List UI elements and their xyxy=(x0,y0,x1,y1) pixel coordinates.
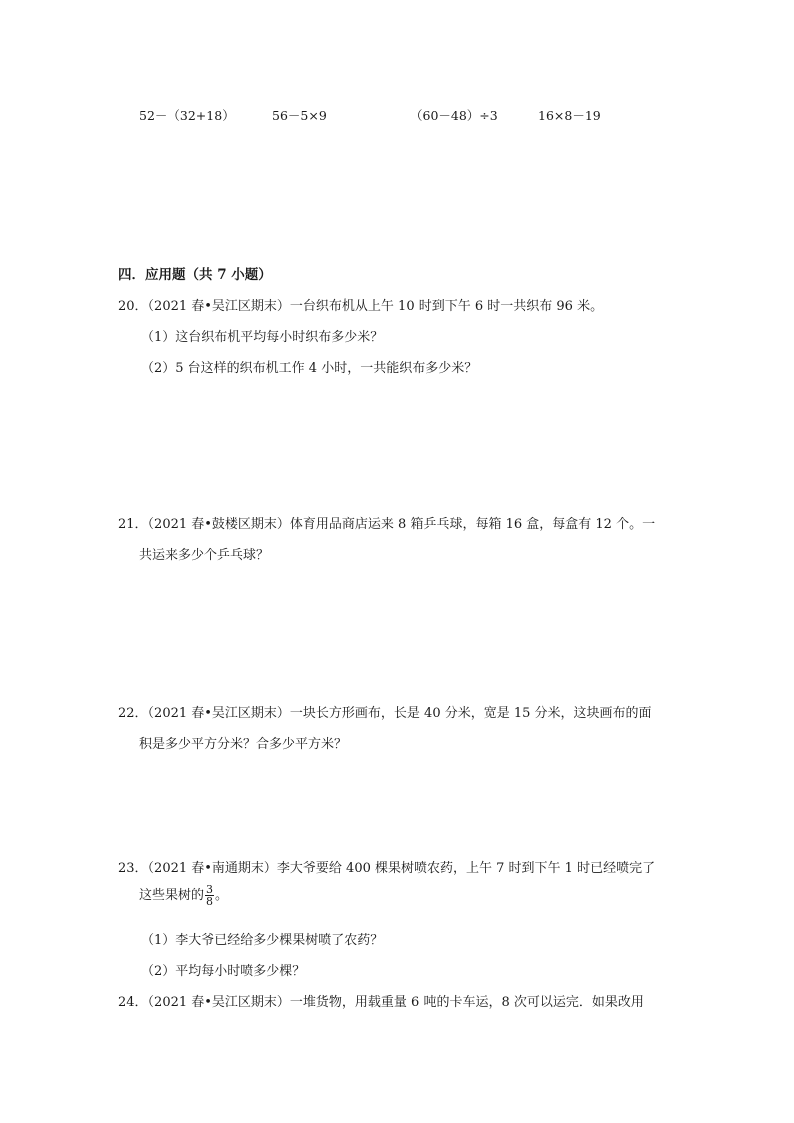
question-20-sub2: （2）5 台这样的织布机工作 4 小时，一共能织布多少米？ xyxy=(141,361,478,376)
expression-1: 52－（32+18） xyxy=(139,108,235,123)
question-23-line2-prefix: 这些果树的 xyxy=(139,888,205,903)
question-24-line1: 24．（2021 春•吴江区期末）一堆货物，用载重量 6 吨的卡车运，8 次可以运完．如果改用 xyxy=(118,995,644,1010)
fraction-numerator: 3 xyxy=(206,883,214,896)
fraction-denominator: 8 xyxy=(206,895,214,908)
section-title: 四．应用题（共 7 小题） xyxy=(118,267,272,283)
question-20-stem: 20．（2021 春•吴江区期末）一台织布机从上午 10 时到下午 6 时一共织布 96 米。 xyxy=(118,299,604,314)
question-22-line2: 积是多少平方分米？合多少平方米？ xyxy=(139,737,348,752)
expression-4: 16×8－19 xyxy=(538,108,601,123)
question-23-sub2: （2）平均每小时喷多少棵？ xyxy=(141,964,306,979)
question-23-sub1: （1）李大爷已经给多少棵果树喷了农药？ xyxy=(141,933,384,948)
expression-2: 56－5×9 xyxy=(272,108,327,123)
question-22-line1: 22．（2021 春•吴江区期末）一块长方形画布，长是 40 分米，宽是 15 分米，这块画布的面 xyxy=(118,706,652,721)
question-23-line2-suffix: 。 xyxy=(215,888,229,903)
expression-3: （60－48）÷3 xyxy=(410,108,498,123)
question-21-line2: 共运来多少个乒乓球？ xyxy=(139,548,270,563)
question-20-sub1: （1）这台织布机平均每小时织布多少米？ xyxy=(141,330,384,345)
question-23-line2 xyxy=(139,884,228,907)
question-23-line1: 23．（2021 春•南通期末）李大爷要给 400 棵果树喷农药，上午 7 时到下午 1 时已经喷完了 xyxy=(118,861,656,876)
question-21-line1: 21．（2021 春•鼓楼区期末）体育用品商店运来 8 箱乒乓球，每箱 16 盒，每盒有 12 个。一 xyxy=(118,517,656,532)
fraction-three-eighths xyxy=(205,884,214,907)
